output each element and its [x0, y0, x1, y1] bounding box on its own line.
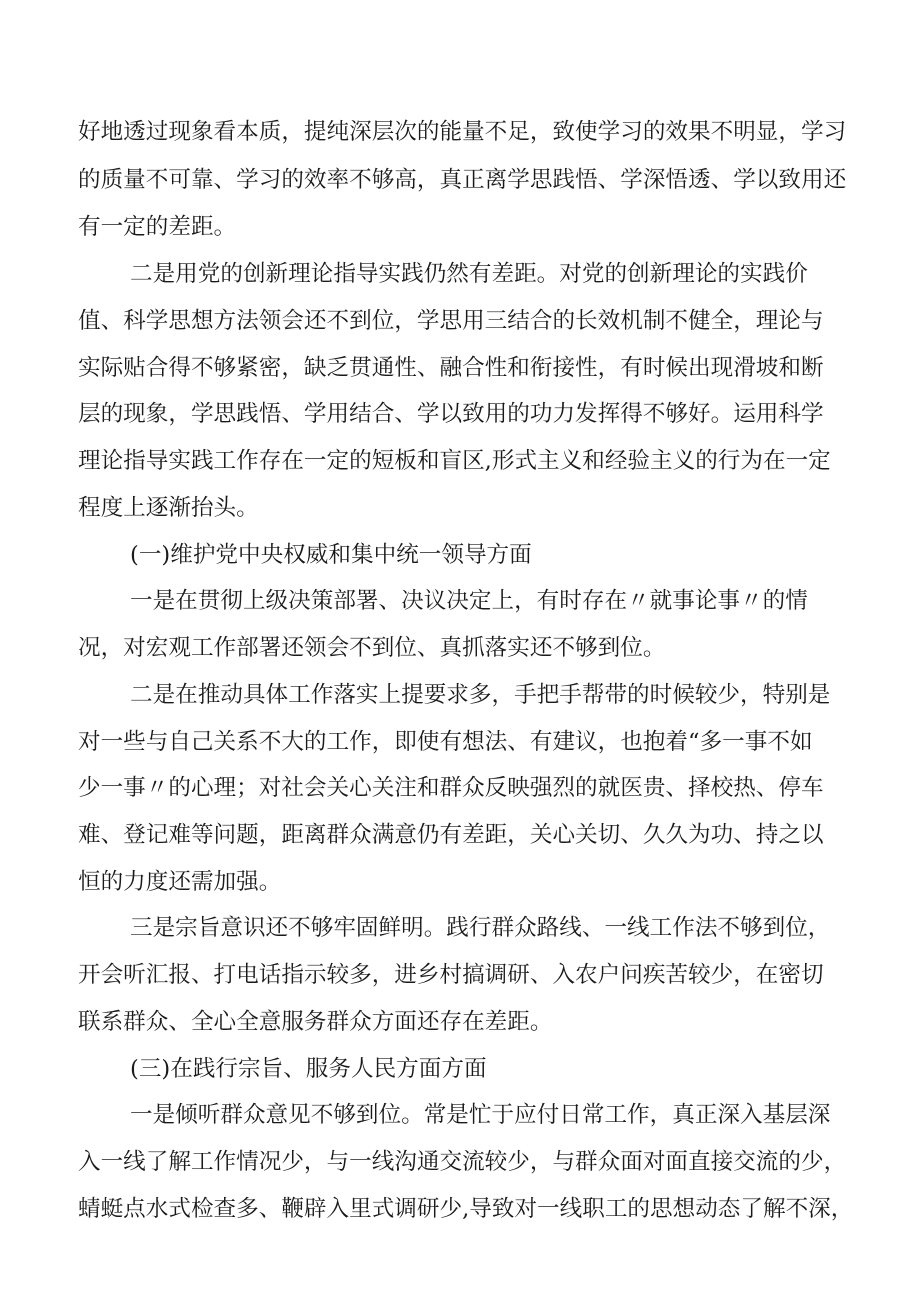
- paragraph-start-line: 二是在推动具体工作落实上提要求多，手把手帮带的时候较少，特别是: [130, 682, 831, 708]
- text-line: 有一定的差距。: [78, 214, 237, 240]
- text-line: 入一线了解工作情况少，与一线沟通交流较少，与群众面对面直接交流的少，: [78, 1149, 847, 1175]
- text-line: 恒的力度还需加强。: [78, 869, 282, 895]
- paragraph-start-line: 三是宗旨意识还不够牢固鲜明。践行群众路线、一线工作法不够到位，: [130, 915, 831, 941]
- text-line: 难、登记难等问题，距离群众满意仍有差距，关心关切、久久为功、持之以: [78, 822, 824, 848]
- text-line: 实际贴合得不够紧密，缺乏贯通性、融合性和衔接性，有时候出现滑坡和断: [78, 355, 824, 381]
- section-heading: (一)维护党中央权威和集中统一领导方面: [130, 542, 532, 568]
- section-heading: (三)在践行宗旨、服务人民方面方面: [130, 1056, 487, 1082]
- text-line: 的质量不可靠、学习的效率不够高，真正离学思践悟、学深悟透、学以致用还: [78, 167, 847, 193]
- text-line: 程度上逐渐抬头。: [78, 495, 259, 521]
- text-line: 好地透过现象看本质，提纯深层次的能量不足，致使学习的效果不明显，学习: [78, 119, 847, 145]
- text-line: 况，对宏观工作部署还领会不到位、真抓落实还不够到位。: [78, 635, 666, 661]
- text-line: 少一事〃的心理；对社会关心关注和群众反映强烈的就医贵、择校热、停车: [78, 775, 824, 801]
- text-line: 对一些与自己关系不大的工作，即使有想法、有建议，也抱着“多一事不如: [78, 729, 813, 755]
- paragraph-start-line: 一是倾听群众意见不够到位。常是忙于应付日常工作，真正深入基层深: [130, 1102, 831, 1128]
- paragraph-start-line: 二是用党的创新理论指导实践仍然有差距。对党的创新理论的实践价: [130, 261, 808, 287]
- text-line: 联系群众、全心全意服务群众方面还存在差距。: [78, 1009, 553, 1035]
- text-line: 理论指导实践工作存在一定的短板和盲区,形式主义和经验主义的行为在一定: [78, 448, 831, 474]
- text-line: 蜻蜓点水式检查多、鞭辟入里式调研少,导致对一线职工的思想动态了解不深，: [78, 1196, 854, 1222]
- text-line: 层的现象，学思践悟、学用结合、学以致用的功力发挥得不够好。运用科学: [78, 401, 824, 427]
- text-line: 值、科学思想方法领会还不到位，学思用三结合的长效机制不健全，理论与: [78, 308, 824, 334]
- text-line: 开会听汇报、打电话指示较多，进乡村搞调研、入农户问疾苦较少，在密切: [78, 962, 824, 988]
- paragraph-start-line: 一是在贯彻上级决策部署、决议决定上，有时存在〃就事论事〃的情: [130, 588, 808, 614]
